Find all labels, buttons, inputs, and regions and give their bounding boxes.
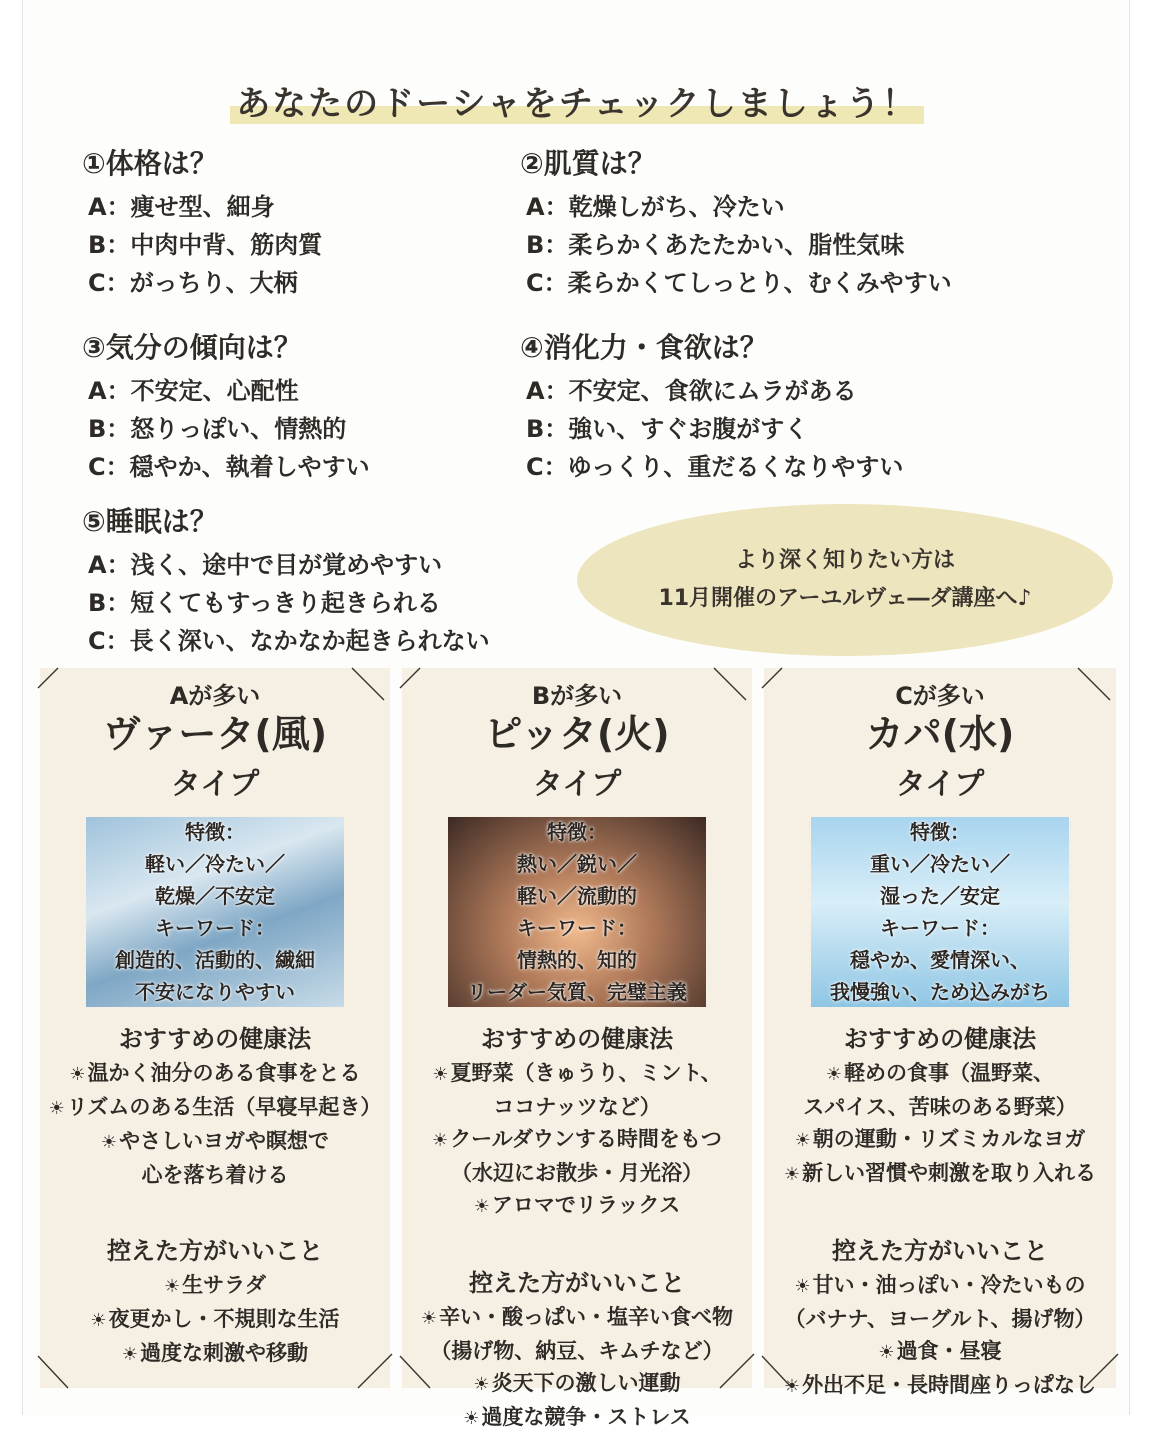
avoid-title: 控えた方がいいこと: [469, 1269, 685, 1297]
feature-line: 特徴：: [547, 820, 607, 844]
type-name: カパ(水): [865, 712, 1015, 756]
recommended-item: [402, 1091, 752, 1123]
recommended-title: おすすめの健康法: [843, 1025, 1037, 1053]
avoid-item: [764, 1369, 1116, 1403]
feature-line: 特徴：: [910, 820, 970, 844]
type-name: ピッタ(火): [484, 712, 670, 756]
option-a: A：不安定、食欲にムラがある: [526, 377, 857, 405]
feature-line: 我慢強い、ため込みがち: [830, 980, 1050, 1004]
sun-icon: ☀: [121, 1344, 139, 1365]
avoid-text: 過度な競争・ストレス: [481, 1405, 691, 1429]
feature-line: 熱い／鋭い／: [517, 852, 637, 876]
recommended-text: 軽めの食事（温野菜、: [844, 1061, 1055, 1085]
avoid-item: [764, 1269, 1116, 1303]
option-b: B：強い、すぐお腹がすく: [526, 415, 809, 443]
option-a: A：乾燥しがち、冷たい: [526, 193, 785, 221]
recommended-text: やさしいヨガや瞑想で: [119, 1129, 330, 1153]
sun-icon: ☀: [69, 1064, 86, 1085]
question-label: ②肌質は？: [520, 147, 656, 180]
recommended-text: ココナッツなど）: [493, 1095, 661, 1119]
option-b: B：短くてもすっきり起きられる: [88, 589, 441, 617]
recommended-item: [40, 1057, 390, 1091]
card-vata: [40, 668, 390, 1388]
avoid-item: [40, 1269, 390, 1303]
recommended-title: おすすめの健康法: [480, 1025, 674, 1053]
avoid-text: 生サラダ: [182, 1273, 266, 1297]
option-c: C：がっちり、大柄: [88, 269, 298, 297]
option-a: A：浅く、途中で目が覚めやすい: [88, 551, 443, 579]
sun-icon: ☀: [420, 1308, 438, 1329]
sun-icon: ☀: [473, 1196, 490, 1217]
sun-icon: ☀: [90, 1310, 107, 1331]
corner-line: [1078, 668, 1118, 708]
feature-photo: [811, 817, 1069, 1007]
avoid-text: 過度な刺激や移動: [140, 1341, 309, 1365]
avoid-item: [764, 1303, 1116, 1335]
corner-line: [38, 1348, 78, 1388]
feature-line: キーワード：: [880, 916, 1000, 940]
feature-line: キーワード：: [155, 916, 275, 940]
question-3: [82, 326, 370, 486]
sun-icon: ☀: [878, 1342, 895, 1363]
question-label: ④消化力・食欲は？: [520, 331, 768, 364]
type-label: タイプ: [895, 767, 985, 802]
type-label: タイプ: [532, 767, 622, 802]
option-c: C：柔らかくてしっとり、むくみやすい: [526, 269, 952, 297]
option-c: C：ゆっくり、重だるくなりやすい: [526, 453, 904, 481]
question-label: ③気分の傾向は？: [82, 331, 302, 364]
corner-line: [38, 668, 78, 708]
option-b: B：中肉中背、筋肉質: [88, 231, 323, 259]
corner-line: [762, 668, 802, 708]
recommended-title: おすすめの健康法: [118, 1025, 312, 1053]
sun-icon: ☀: [825, 1064, 843, 1085]
avoid-item: [764, 1335, 1116, 1369]
corner-line: [400, 1348, 440, 1388]
corner-line: [1078, 1348, 1118, 1388]
sun-icon: ☀: [794, 1130, 811, 1151]
feature-photo: [448, 817, 706, 1007]
avoid-title: 控えた方がいいこと: [832, 1237, 1048, 1265]
type-majority: Bが多い: [531, 682, 623, 710]
card-kapha: [764, 668, 1116, 1397]
corner-line: [352, 1348, 392, 1388]
corner-line: [400, 668, 440, 708]
avoid-item: [402, 1335, 752, 1367]
type-majority: Aが多い: [169, 682, 261, 710]
type-label: タイプ: [170, 767, 260, 802]
sun-icon: ☀: [432, 1130, 449, 1151]
feature-line: 乾燥／不安定: [155, 884, 275, 908]
page-title: あなたのドーシャをチェックしましょう！: [0, 76, 1154, 125]
recommended-item: [402, 1123, 752, 1157]
option-b: B：柔らかくあたたかい、脂性気味: [526, 231, 905, 259]
avoid-item: [402, 1301, 752, 1335]
recommended-item: [764, 1157, 1116, 1191]
question-4: [520, 326, 903, 486]
option-c: C：穏やか、執着しやすい: [88, 453, 370, 481]
feature-line: 穏やか、愛情深い、: [850, 948, 1030, 972]
sun-icon: ☀: [463, 1408, 480, 1429]
question-label: ①体格は？: [82, 147, 218, 180]
feature-line: リーダー気質、完璧主義: [467, 980, 687, 1004]
recommended-item: [764, 1057, 1116, 1091]
recommended-item: [40, 1159, 390, 1191]
feature-line: 軽い／冷たい／: [145, 852, 285, 876]
recommended-text: 朝の運動・リズミカルなヨガ: [812, 1127, 1086, 1151]
feature-line: 軽い／流動的: [517, 884, 637, 908]
avoid-item: [402, 1367, 752, 1401]
recommended-item: [40, 1125, 390, 1159]
corner-line: [714, 668, 754, 708]
corner-line: [714, 1348, 754, 1388]
feature-line: 重い／冷たい／: [870, 852, 1010, 876]
corner-line: [762, 1348, 802, 1388]
bubble-line-2: 11月開催のアーユルヴェ―ダ講座へ♪: [658, 586, 1032, 611]
avoid-item: [40, 1337, 390, 1371]
recommended-item: [402, 1057, 752, 1091]
recommended-text: 心を落ち着ける: [141, 1163, 289, 1187]
recommended-item: [402, 1157, 752, 1189]
avoid-text: 甘い・油っぽい・冷たいもの: [812, 1273, 1086, 1297]
avoid-text: 外出不足・長時間座りっぱなし: [802, 1373, 1097, 1397]
recommended-item: [40, 1091, 390, 1125]
type-name: ヴァータ(風): [102, 712, 328, 756]
type-majority: Cが多い: [895, 682, 985, 710]
recommended-text: スパイス、苦味のある野菜）: [803, 1095, 1077, 1119]
avoid-text: 炎天下の激しい運動: [491, 1371, 681, 1395]
recommended-text: 新しい習慣や刺激を取り入れる: [802, 1161, 1097, 1185]
option-a: A：不安定、心配性: [88, 377, 299, 405]
sun-icon: ☀: [48, 1098, 65, 1119]
bubble-line-1: より深く知りたい方は: [734, 548, 955, 573]
course-info-bubble: [577, 504, 1113, 656]
feature-line: キーワード：: [517, 916, 637, 940]
question-label: ⑤睡眠は？: [82, 505, 218, 538]
card-pitta: [402, 668, 752, 1429]
recommended-text: クールダウンする時間をもつ: [450, 1127, 722, 1151]
recommended-text: （水辺にお散歩・月光浴）: [451, 1161, 703, 1185]
sun-icon: ☀: [473, 1374, 490, 1395]
feature-photo: [86, 817, 344, 1007]
sun-icon: ☀: [100, 1132, 118, 1153]
avoid-text: 辛い・酸っぱい・塩辛い食べ物: [439, 1305, 734, 1329]
avoid-item: [402, 1401, 752, 1435]
recommended-item: [764, 1091, 1116, 1123]
sun-icon: ☀: [794, 1276, 811, 1297]
recommended-text: リズムのある生活（早寝早起き）: [66, 1095, 382, 1119]
recommended-text: 温かく油分のある食事をとる: [87, 1061, 361, 1085]
question-1: [82, 142, 322, 302]
feature-line: 情熱的、知的: [517, 948, 637, 972]
feature-line: 特徴：: [185, 820, 245, 844]
question-5: [82, 500, 490, 660]
sun-icon: ☀: [783, 1164, 801, 1185]
option-c: C：長く深い、なかなか起きられない: [88, 627, 490, 655]
feature-line: 不安になりやすい: [135, 980, 295, 1004]
feature-line: 湿った／安定: [880, 884, 1000, 908]
sun-icon: ☀: [164, 1276, 181, 1297]
recommended-item: [402, 1189, 752, 1223]
question-2: [520, 142, 952, 302]
avoid-text: （バナナ、ヨーグルト、揚げ物）: [784, 1307, 1096, 1331]
avoid-text: 過食・昼寝: [896, 1339, 1002, 1363]
feature-line: 創造的、活動的、繊細: [115, 948, 315, 972]
option-b: B：怒りっぽい、情熱的: [88, 415, 347, 443]
sun-icon: ☀: [783, 1376, 801, 1397]
recommended-text: アロマでリラックス: [491, 1193, 681, 1217]
corner-line: [352, 668, 392, 708]
option-a: A：痩せ型、細身: [88, 193, 275, 221]
avoid-item: [40, 1303, 390, 1337]
sun-icon: ☀: [432, 1064, 449, 1085]
avoid-title: 控えた方がいいこと: [107, 1237, 323, 1265]
avoid-text: （揚げ物、納豆、キムチなど）: [430, 1339, 724, 1363]
recommended-text: 夏野菜（きゅうり、ミント、: [450, 1061, 722, 1085]
recommended-item: [764, 1123, 1116, 1157]
avoid-text: 夜更かし・不規則な生活: [108, 1307, 340, 1331]
